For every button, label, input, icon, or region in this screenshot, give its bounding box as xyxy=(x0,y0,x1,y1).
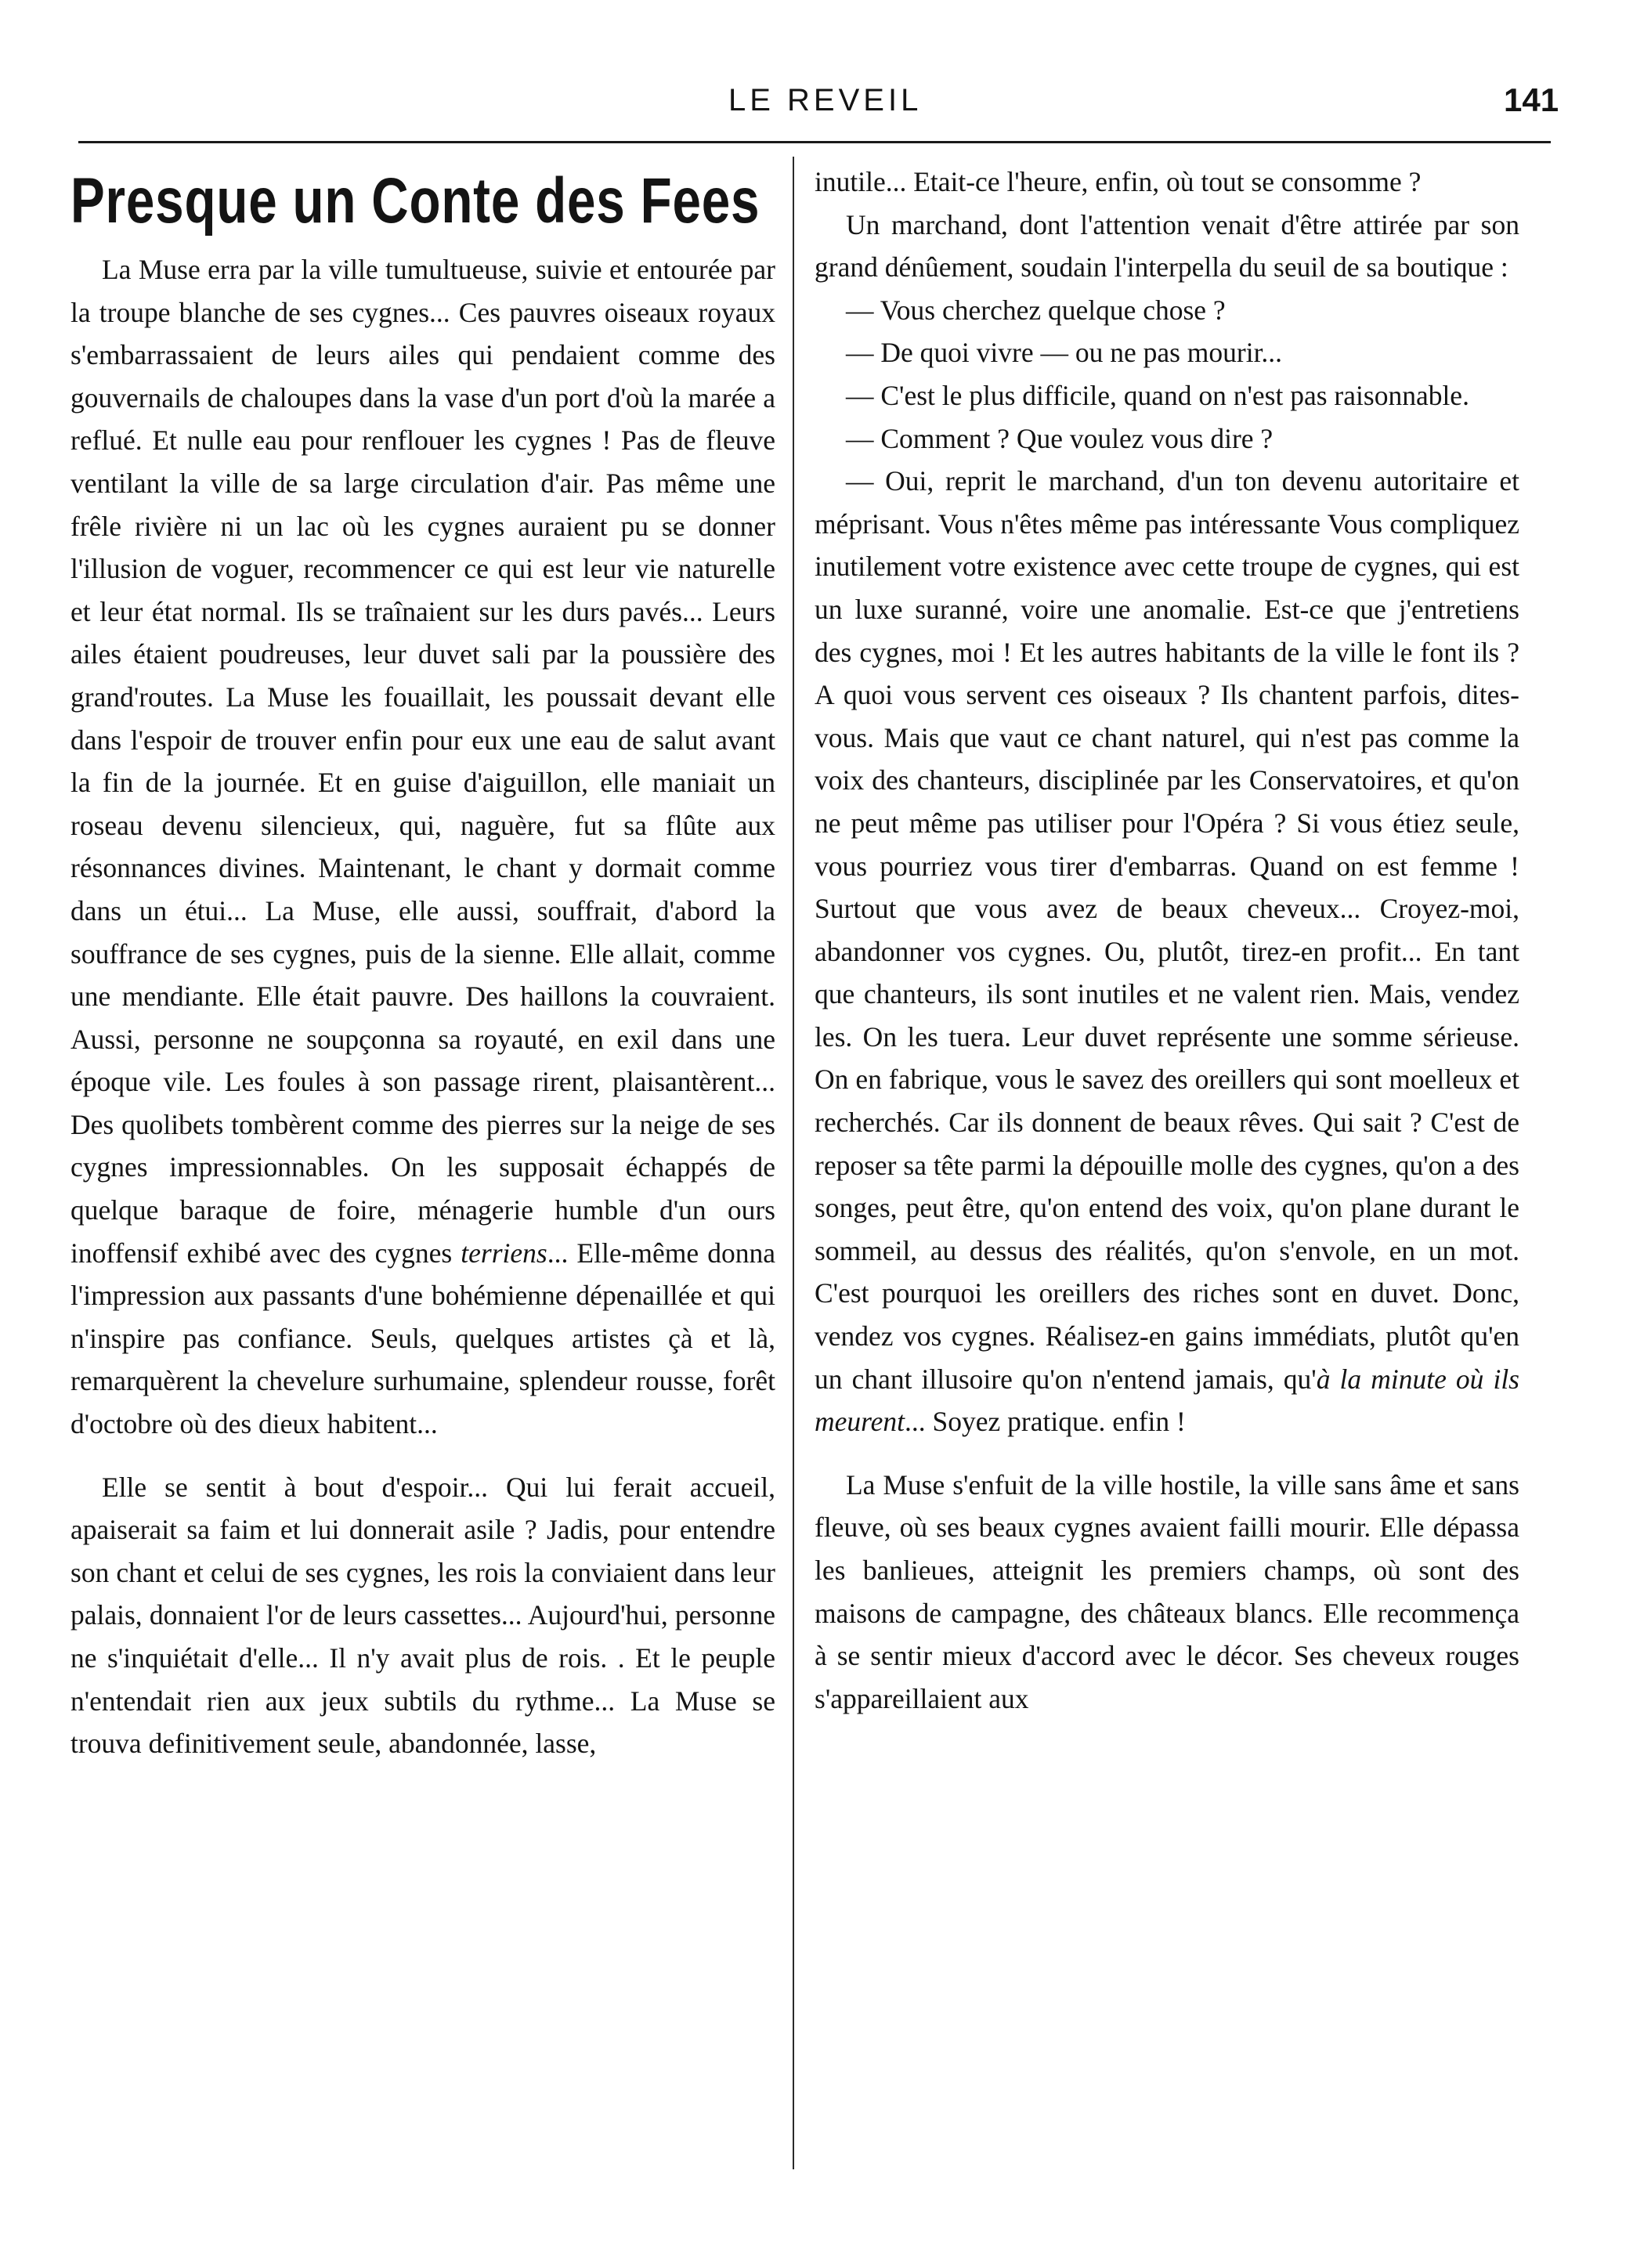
left-column xyxy=(70,161,775,1765)
paragraph-marchand: Un marchand, dont l'attention venait d'être attirée par son grand dénûement, soudain l'interpella du seuil de sa boutique : xyxy=(815,208,1519,284)
header-rule xyxy=(78,141,1551,143)
dialogue-5 xyxy=(815,460,1519,1443)
dialogue-2: — De quoi vivre — ou ne pas mourir... xyxy=(846,337,1283,369)
page-number: 141 xyxy=(1504,81,1559,118)
italic-terriens: terriens xyxy=(461,1237,547,1269)
paragraph-2: Elle se sentit à bout d'espoir... Qui lui ferait accueil, apaiserait sa faim et lui donnerait asile ? Jadis, pour entendre son chant et celui de ses cygnes, les rois la conviaient dans leur palais, donnaient l'or de leurs cassettes... Aujourd'hui, personne ne s'inquiétait d'elle... Il n'y avait plus de rois. . Et le peuple n'entendait rien aux jeux subtils du rythme... La Muse se trouva definitivement seule, abandonnée, lasse, xyxy=(70,1471,775,1760)
paragraph-continued: inutile... Etait-ce l'heure, enfin, où tout se consomme ? xyxy=(815,166,1422,197)
paragraph-1-text: La Muse erra par la ville tumultueuse, suivie et entourée par la troupe blanche de ses cygnes... Ces pauvres oiseaux royaux s'embarrassaient de leurs ailes qui pendaient comme des gouvernails de chaloupes dans la vase d'un port d'où la marée a reflué. Et nulle eau pour renflouer les cygnes ! Pas de fleuve ventilant la ville de sa large circulation d'air. Pas même une frêle rivière ni un lac où les cygnes auraient pu se donner l'illusion de voguer, recommencer ce qui est leur vie naturelle et leur état normal. Ils se traînaient sur les durs pavés... Leurs ailes étaient poudreuses, leur duvet sali par la poussière des grand'routes. La Muse les fouaillait, les poussait devant elle dans l'espoir de trouver enfin pour eux une eau de salut avant la fin de la journée. Et en guise d'aiguillon, elle maniait un roseau devenu silencieux, qui, naguère, fut sa flûte aux résonnances divines. Maintenant, le chant y dormait comme dans un étui... La Muse, elle aussi, souffrait, d'abord la souffrance de ses cygnes, puis de la sienne. Elle allait, comme une mendiante. Elle était pauvre. Des haillons la couvraient. Aussi, personne ne soupçonna sa royauté, en exil dans une époque vile. Les foules à son passage rirent, plaisantèrent... Des quolibets tombèrent comme des pierres sur la neige de ses cygnes impressionnables. On les supposait échappés de quelque baraque de foire, ménagerie humble d'un ours inoffensif exhibé avec des cygnes xyxy=(70,254,775,1269)
dialogue-3: — C'est le plus difficile, quand on n'est pas raisonnable. xyxy=(846,379,1469,411)
dialogue-5-end: ... Soyez pratique. enfin ! xyxy=(905,1406,1186,1438)
article-title: Presque un Conte des Fees xyxy=(70,165,761,237)
dialogue-5-text: — Oui, reprit le marchand, d'un ton devenu autoritaire et méprisant. Vous n'êtes même pas intéressante Vous compliquez inutilement votre existence avec cette troupe de cygnes, qui est un luxe suranné, voire une anomalie. Est-ce que j'entretiens des cygnes, moi ! Et les autres habitants de la ville le font ils ? A quoi vous servent ces oiseaux ? Ils chantent parfois, dites-vous. Mais que vaut ce chant naturel, qui n'est pas comme la voix des chanteurs, disciplinée par les Conservatoires, et qu'on ne peut même pas utiliser pour l'Opéra ? Si vous étiez seule, vous pourriez vous tirer d'embarras. Quand on est femme ! Surtout que vous avez de beaux cheveux... Croyez-moi, abandonner vos cygnes. Ou, plutôt, tirez-en profit... En tant que chanteurs, ils sont inutiles et ne valent rien. Mais, vendez les. On les tuera. Leur duvet représente une somme sérieuse. On en fabrique, vous le savez des oreillers qui sont moelleux et recherchés. Car ils donnent de beaux rêves. Qui sait ? C'est de reposer sa tête parmi la dépouille molle des cygnes, qu'on a des songes, peut être, qu'on entend des voix, qu'on plane durant le sommeil, au dessus des réalités, qu'on s'envole, en un mot. C'est pourquoi les oreillers des riches sont en duvet. Donc, vendez vos cygnes. Réalisez-en gains immédiats, plutôt qu'en un chant illusoire qu'on n'entend jamais, qu' xyxy=(815,465,1519,1395)
paragraph-muse-flees: La Muse s'enfuit de la ville hostile, la ville sans âme et sans fleuve, où ses beaux cygnes avaient failli mourir. Elle dépassa les banlieues, atteignit les premiers champs, où sont des maisons de campagne, des châteaux blancs. Elle recommença à se sentir mieux d'accord avec le décor. Ses cheveux rouges s'appareillaient aux xyxy=(815,1468,1519,1714)
running-head xyxy=(0,77,1633,124)
right-column xyxy=(815,161,1519,1720)
italic-minute: à la minute où ils meurent xyxy=(815,1363,1519,1438)
column-divider xyxy=(793,157,794,2169)
dialogue-4: — Comment ? Que voulez vous dire ? xyxy=(846,422,1274,454)
running-title: LE REVEIL xyxy=(728,83,923,117)
dialogue-1: — Vous cherchez quelque chose ? xyxy=(846,294,1226,326)
paragraph-1 xyxy=(70,248,775,1446)
paragraph-1-end: ... Elle-même donna l'impression aux passants d'une bohémienne dépenaillée et qui n'inspire pas confiance. Seuls, quelques artistes çà et là, remarquèrent la chevelure surhumaine, splendeur rousse, forêt d'octobre où des dieux habitent... xyxy=(70,1237,775,1440)
